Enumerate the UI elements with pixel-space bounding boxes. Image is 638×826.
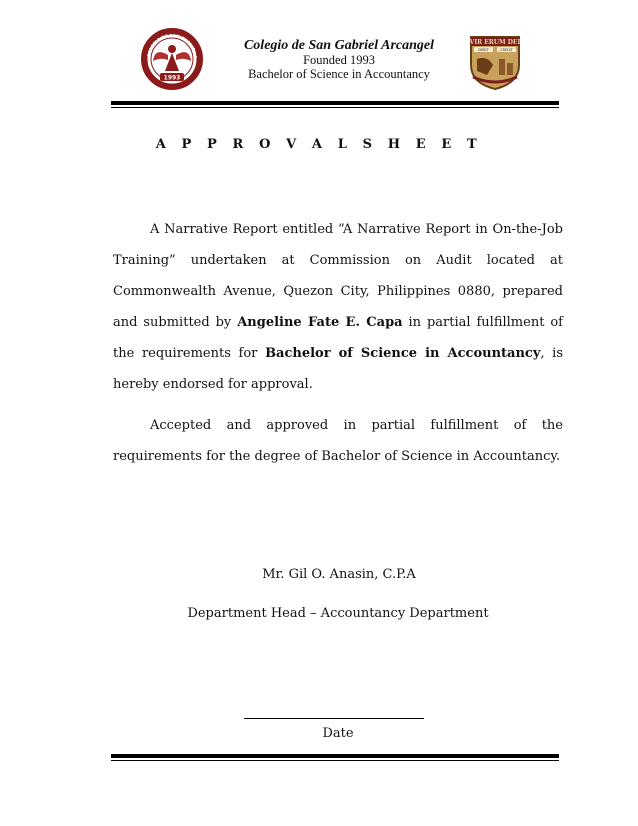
endorsement-paragraph — [113, 214, 563, 400]
paragraph1-text-a: A Narrative Report entitled “A Narrative Report in On-the-Job Training” undertaken at Commission on Audit located at Commonwealth Avenue, Quezon City, Philippines 0880, prepared and submitted by — [113, 222, 563, 330]
college-seal-logo — [137, 27, 207, 91]
page-title: A P P R O V A L S H E E T — [155, 137, 483, 152]
seal-ring-text: COLEGIO DE SAN GABRIEL A — [146, 32, 199, 59]
footer-divider-thick — [111, 754, 559, 758]
program-name: Bachelor of Science in Accountancy — [248, 67, 430, 81]
date-signature-line — [244, 718, 424, 719]
signatory-title: Department Head – Accountancy Department — [187, 606, 489, 621]
signatory-name: Mr. Gil O. Anasin, C.P.A — [262, 567, 416, 582]
seal-year: 1993 — [163, 74, 181, 82]
header-divider-thin — [111, 107, 559, 108]
founded-year: Founded 1993 — [303, 53, 375, 67]
college-name: Colegio de San Gabriel Arcangel — [243, 38, 435, 53]
student-name: Angeline Fate E. Capa — [237, 315, 403, 330]
footer-divider-thin — [111, 760, 559, 761]
paragraph1-text-c: , is hereby endorsed for approval. — [113, 346, 564, 392]
shield-credit: CREDIT — [500, 48, 513, 52]
date-label: Date — [322, 726, 354, 741]
shield-debit: DEBIT — [478, 48, 489, 52]
shield-motto: VIR ERUM DEI — [469, 39, 521, 46]
degree-name: Bachelor of Science in Accountancy — [265, 346, 541, 361]
paragraph1-text-b: in partial fulfillment of the requirements for — [113, 315, 563, 361]
paragraph2-text: Accepted and approved in partial fulfillment of the requirements for the degree of Bachelor of Science in Accountancy. — [113, 418, 563, 464]
accountancy-shield-logo — [465, 31, 525, 91]
header-divider-thick — [111, 101, 559, 105]
acceptance-paragraph — [113, 410, 563, 472]
